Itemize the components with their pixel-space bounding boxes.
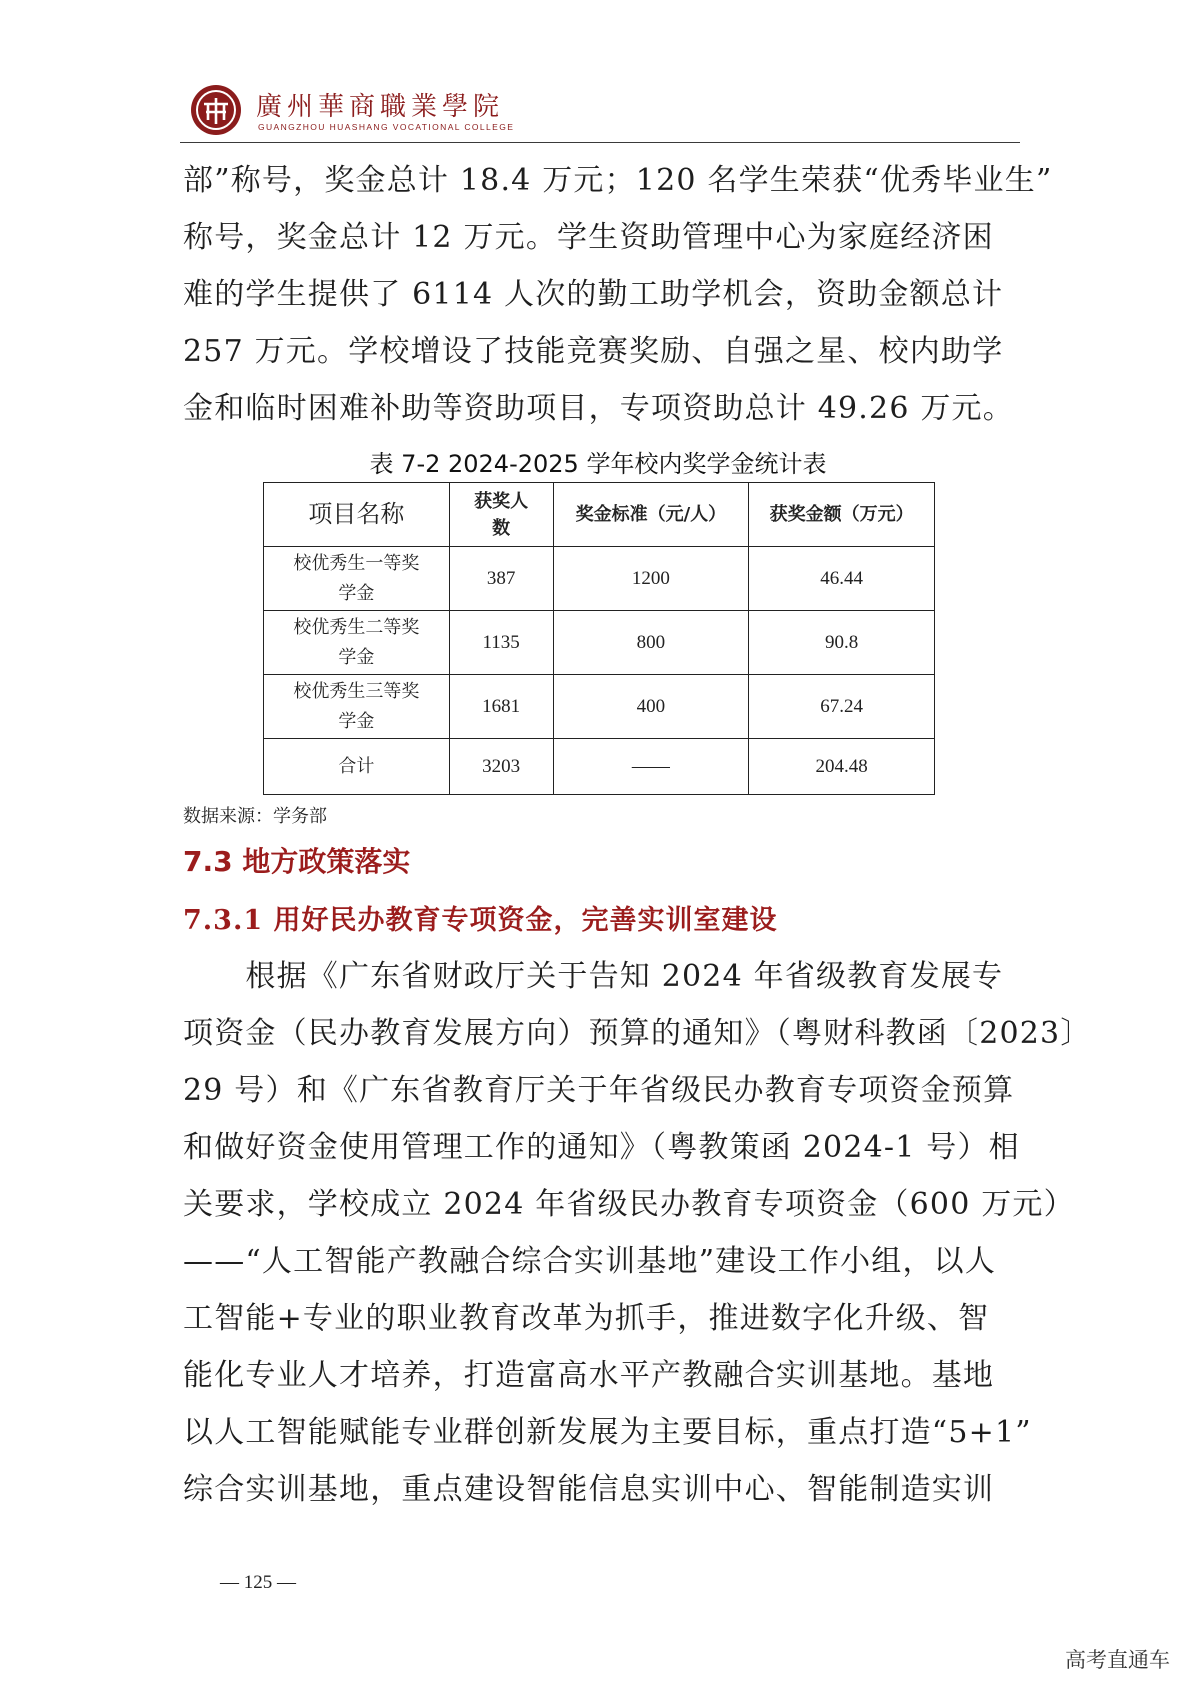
- section-heading: 7.3 地方政策落实: [183, 845, 411, 878]
- watermark-text: 高考直通车: [1065, 1648, 1170, 1672]
- header-award-count-line1: 获奖人: [474, 490, 529, 512]
- text-line: 部”称号，奖金总计 18.4 万元；120 名学生荣获“优秀毕业生”: [183, 163, 1053, 198]
- scholarship-table: [263, 482, 935, 795]
- subsection-heading: 7.3.1 用好民办教育专项资金，完善实训室建设: [183, 905, 778, 936]
- text-line: 工智能+专业的职业教育改革为抓手，推进数字化升级、智: [183, 1301, 990, 1336]
- text-line: 能化专业人才培养，打造富高水平产教融合实训基地。基地: [183, 1358, 995, 1393]
- text-line: 综合实训基地，重点建设智能信息实训中心、智能制造实训: [183, 1472, 995, 1507]
- text-line: 29 号）和《广东省教育厅关于年省级民办教育专项资金预算: [183, 1073, 1015, 1108]
- row-count: 387: [449, 547, 553, 611]
- college-name-cn: 廣州華商職業學院: [256, 92, 505, 122]
- intro-paragraph: [183, 152, 1053, 437]
- header-item-name: 项目名称: [264, 483, 450, 547]
- row-standard: 800: [553, 611, 749, 675]
- header-amount: 获奖金额（万元）: [749, 483, 935, 547]
- row-amount: 90.8: [749, 611, 935, 675]
- text-line: 根据《广东省财政厅关于告知 2024 年省级教育发展专: [183, 959, 1004, 994]
- row-standard: 400: [553, 675, 749, 739]
- header-award-count: [449, 483, 553, 547]
- table-caption: 表 7-2 2024-2025 学年校内奖学金统计表: [369, 450, 827, 478]
- body-paragraph: [183, 948, 1092, 1518]
- row-item-name: [264, 547, 450, 611]
- table-source: 数据来源：学务部: [183, 806, 327, 827]
- row-amount: 46.44: [749, 547, 935, 611]
- table-header-row: [264, 483, 935, 547]
- row-amount: 67.24: [749, 675, 935, 739]
- total-standard: ——: [553, 739, 749, 795]
- page-header: [190, 80, 1020, 144]
- row-item-name: [264, 611, 450, 675]
- total-label: 合计: [264, 739, 450, 795]
- text-line: 关要求，学校成立 2024 年省级民办教育专项资金（600 万元）: [183, 1187, 1075, 1222]
- text-line: 难的学生提供了 6114 人次的勤工助学机会，资助金额总计: [183, 277, 1004, 312]
- text-line: 项资金（民办教育发展方向）预算的通知》（粤财科教函〔2023〕: [183, 1016, 1092, 1051]
- text-line: 以人工智能赋能专业群创新发展为主要目标，重点打造“5+1”: [183, 1415, 1032, 1450]
- row-count: 1681: [449, 675, 553, 739]
- text-line: 称号，奖金总计 12 万元。学生资助管理中心为家庭经济困: [183, 220, 994, 255]
- college-seal-icon: [190, 84, 242, 136]
- college-name-en: GUANGZHOU HUASHANG VOCATIONAL COLLEGE: [258, 122, 515, 132]
- row-name-line1: 校优秀生三等奖: [293, 680, 420, 702]
- row-name-line2: 学金: [338, 646, 375, 668]
- row-name-line2: 学金: [338, 710, 375, 732]
- table-row: [264, 547, 935, 611]
- header-divider: [180, 142, 1020, 143]
- row-name-line1: 校优秀生二等奖: [293, 616, 420, 638]
- text-line: 257 万元。学校增设了技能竞赛奖励、自强之星、校内助学: [183, 334, 1004, 369]
- header-standard: 奖金标准（元/人）: [553, 483, 749, 547]
- text-line: 和做好资金使用管理工作的通知》（粤教策函 2024-1 号）相: [183, 1130, 1020, 1165]
- row-count: 1135: [449, 611, 553, 675]
- page-number: — 125 —: [220, 1572, 296, 1593]
- text-line: ——“人工智能产教融合综合实训基地”建设工作小组，以人: [183, 1244, 997, 1279]
- header-award-count-line2: 数: [492, 517, 511, 539]
- row-item-name: [264, 675, 450, 739]
- text-line: 金和临时困难补助等资助项目，专项资助总计 49.26 万元。: [183, 391, 1014, 426]
- table-row: [264, 675, 935, 739]
- row-name-line1: 校优秀生一等奖: [293, 552, 420, 574]
- table-total-row: [264, 739, 935, 795]
- table-row: [264, 611, 935, 675]
- row-name-line2: 学金: [338, 582, 375, 604]
- total-amount: 204.48: [749, 739, 935, 795]
- total-count: 3203: [449, 739, 553, 795]
- row-standard: 1200: [553, 547, 749, 611]
